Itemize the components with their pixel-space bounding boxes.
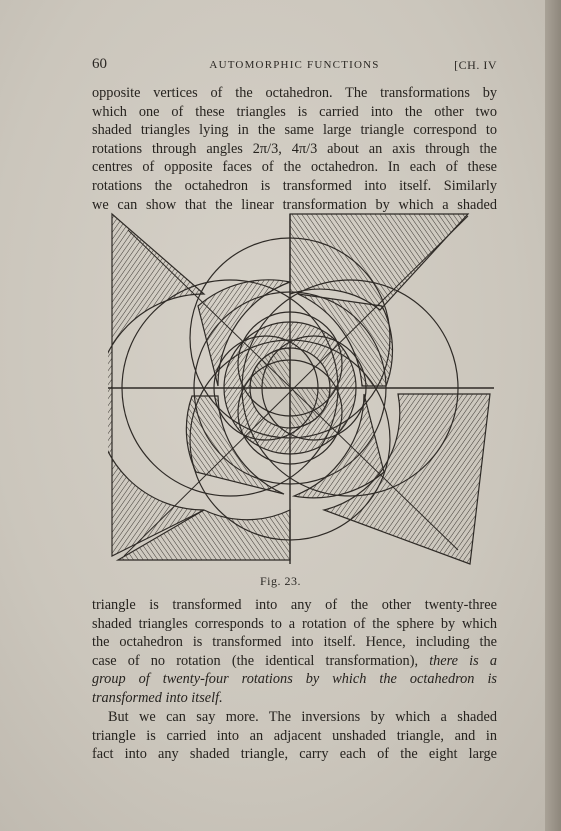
text-line bbox=[92, 652, 497, 671]
text-line: we can show that the linear transformation by which a shaded bbox=[92, 196, 497, 213]
text-line: shaded triangles lying in the same large triangle correspond to bbox=[92, 122, 497, 139]
line-text: case of no rotation (the identical transformation), bbox=[92, 652, 419, 669]
text-line: rotations the octahedron is transformed into itself. Similarly bbox=[92, 177, 497, 194]
text-line: triangle is carried into an adjacent unshaded triangle, and in bbox=[92, 727, 497, 744]
text-line: the octahedron is transformed into itself. Hence, including the bbox=[92, 634, 497, 651]
italic-text: there is a bbox=[429, 652, 497, 669]
page-header bbox=[92, 56, 497, 76]
text-line: triangle is transformed into any of the other twenty-three bbox=[92, 597, 497, 613]
text-line: But we can say more. The inversions by which a shaded bbox=[108, 709, 497, 725]
text-line: rotations through angles 2π/3, 4π/3 about an axis through the bbox=[92, 140, 497, 157]
book-spine-shadow bbox=[545, 0, 561, 831]
page-number: 60 bbox=[92, 56, 107, 72]
running-title: AUTOMORPHIC FUNCTIONS bbox=[209, 59, 380, 71]
text-line: fact into any shaded triangle, carry each of the eight large bbox=[92, 746, 497, 763]
chapter-marker: [CH. IV bbox=[454, 58, 497, 72]
text-line: which one of these triangles is carried into the other two bbox=[92, 103, 497, 120]
italic-text: group of twenty-four rotations by which the octahedron is bbox=[92, 671, 497, 688]
paragraph-top bbox=[92, 84, 497, 214]
paragraph-final bbox=[92, 708, 497, 764]
text-line bbox=[92, 670, 497, 689]
figure-caption: Fig. 23. bbox=[259, 574, 301, 588]
text-line: centres of opposite faces of the octahedron. In each of these bbox=[92, 159, 497, 176]
italic-text: transformed into itself. bbox=[92, 689, 223, 706]
text-line: shaded triangles corresponds to a rotation of the sphere by which bbox=[92, 615, 497, 632]
paragraph-bottom bbox=[92, 596, 497, 708]
text-line: opposite vertices of the octahedron. The transformations by bbox=[92, 85, 497, 101]
figure-23-diagram bbox=[108, 210, 494, 570]
text-line bbox=[92, 689, 497, 708]
